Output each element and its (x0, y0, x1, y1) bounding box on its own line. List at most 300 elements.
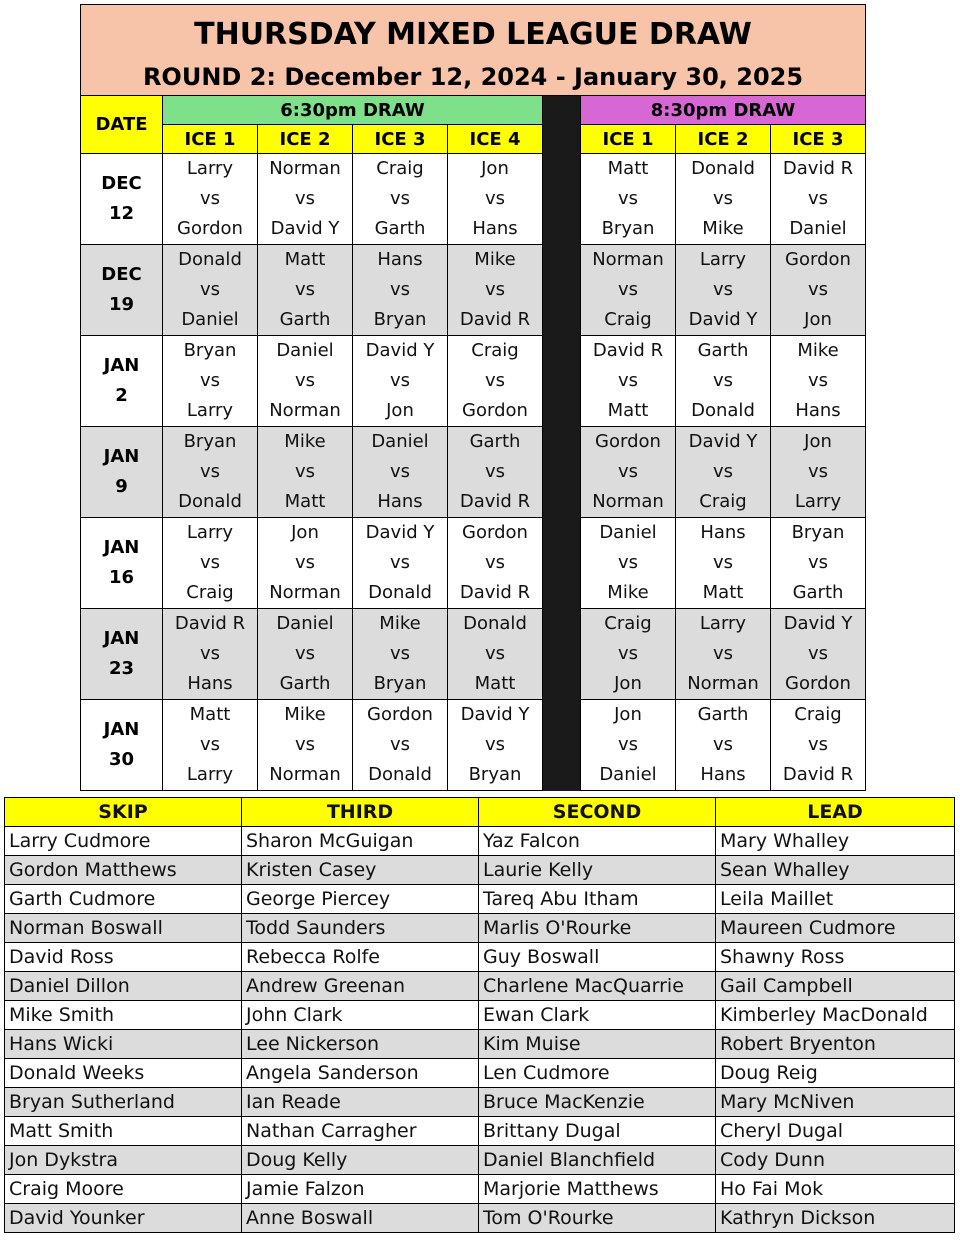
skip-name: Donald Weeks (5, 1059, 242, 1088)
draw-date-month: DEC (101, 264, 142, 285)
team-b: Norman (687, 673, 759, 694)
title-block (81, 5, 866, 96)
team-b: Matt (284, 491, 326, 512)
vs-label: vs (617, 643, 639, 664)
skip-name: Gordon Matthews (5, 856, 242, 885)
team-row (5, 972, 955, 1001)
team-b: Gordon (785, 673, 851, 694)
team-row (5, 1204, 955, 1233)
ice-header: ICE 3 (353, 125, 448, 154)
second-name: Charlene MacQuarrie (479, 972, 716, 1001)
third-name: George Piercey (242, 885, 479, 914)
vs-label: vs (712, 734, 734, 755)
team-row (5, 1117, 955, 1146)
draw-row (81, 700, 866, 791)
second-name: Brittany Dugal (479, 1117, 716, 1146)
team-b: David R (459, 491, 531, 512)
team-b: Garth (792, 582, 844, 603)
team-a: Hans (377, 249, 423, 270)
third-name: Anne Boswall (242, 1204, 479, 1233)
team-roster-table (4, 797, 955, 1233)
game-matchup (581, 609, 676, 700)
draw-date-month: JAN (103, 537, 140, 558)
vs-label: vs (389, 552, 411, 573)
draw-date (81, 609, 163, 700)
team-a: David Y (688, 431, 758, 452)
team-b: Donald (368, 582, 432, 603)
team-a: Gordon (462, 522, 528, 543)
game-matchup (163, 427, 258, 518)
team-b: Matt (607, 400, 649, 421)
third-name: Andrew Greenan (242, 972, 479, 1001)
third-name: Doug Kelly (242, 1146, 479, 1175)
vs-label: vs (294, 552, 316, 573)
team-a: Matt (607, 158, 649, 179)
team-a: Norman (269, 158, 341, 179)
team-b: Daniel (599, 764, 657, 785)
game-matchup (581, 700, 676, 791)
third-name: Rebecca Rolfe (242, 943, 479, 972)
vs-label: vs (807, 279, 829, 300)
vs-label: vs (617, 279, 639, 300)
team-row (5, 885, 955, 914)
team-b: Norman (269, 764, 341, 785)
team-b: Garth (279, 673, 331, 694)
draw-date (81, 427, 163, 518)
game-matchup (353, 336, 448, 427)
team-a: Craig (471, 340, 519, 361)
team-b: David Y (688, 309, 758, 330)
third-name: Sharon McGuigan (242, 827, 479, 856)
skip-name: Matt Smith (5, 1117, 242, 1146)
ice-header: ICE 2 (676, 125, 771, 154)
second-name: Kim Muise (479, 1030, 716, 1059)
game-matchup (676, 427, 771, 518)
team-b: Norman (592, 491, 664, 512)
team-row (5, 1030, 955, 1059)
vs-label: vs (807, 188, 829, 209)
team-a: Gordon (595, 431, 661, 452)
third-name: Angela Sanderson (242, 1059, 479, 1088)
vs-label: vs (294, 279, 316, 300)
second-name: Len Cudmore (479, 1059, 716, 1088)
game-matchup (676, 700, 771, 791)
game-matchup (771, 336, 866, 427)
team-a: Jon (291, 522, 319, 543)
second-name: Daniel Blanchfield (479, 1146, 716, 1175)
team-row (5, 1146, 955, 1175)
draw-date-day: 9 (115, 476, 128, 497)
page-subtitle: ROUND 2: December 12, 2024 - January 30, 2025 (142, 63, 804, 91)
vs-label: vs (199, 734, 221, 755)
team-b: Hans (795, 400, 841, 421)
game-matchup (581, 336, 676, 427)
team-b: Hans (377, 491, 423, 512)
third-name: Jamie Falzon (242, 1175, 479, 1204)
draw-separator (543, 154, 581, 791)
second-name: Bruce MacKenzie (479, 1088, 716, 1117)
team-a: Donald (691, 158, 755, 179)
team-a: Daniel (371, 431, 429, 452)
draw-date-day: 12 (108, 203, 135, 224)
team-b: Matt (474, 673, 516, 694)
team-a: David R (174, 613, 246, 634)
vs-label: vs (389, 734, 411, 755)
team-b: Craig (699, 491, 747, 512)
team-b: Donald (178, 491, 242, 512)
team-a: Jon (804, 431, 832, 452)
team-a: Mike (284, 704, 326, 725)
team-a: David Y (460, 704, 530, 725)
lead-name: Kathryn Dickson (716, 1204, 955, 1233)
team-b: Jon (614, 673, 642, 694)
team-a: Mike (284, 431, 326, 452)
game-matchup (258, 700, 353, 791)
game-matchup (676, 609, 771, 700)
draw-date-month: JAN (103, 446, 140, 467)
ice-header: ICE 3 (771, 125, 866, 154)
team-a: Garth (697, 340, 749, 361)
vs-label: vs (617, 461, 639, 482)
vs-label: vs (617, 188, 639, 209)
lead-name: Cody Dunn (716, 1146, 955, 1175)
draw-separator (543, 96, 581, 154)
vs-label: vs (389, 188, 411, 209)
vs-label: vs (389, 643, 411, 664)
vs-label: vs (617, 370, 639, 391)
date-column-header: DATE (81, 96, 163, 154)
lead-name: Robert Bryenton (716, 1030, 955, 1059)
vs-label: vs (199, 461, 221, 482)
draw-row (81, 609, 866, 700)
vs-label: vs (712, 552, 734, 573)
lead-name: Leila Maillet (716, 885, 955, 914)
team-b: Garth (374, 218, 426, 239)
game-matchup (676, 245, 771, 336)
team-a: Craig (604, 613, 652, 634)
team-b: Bryan (373, 309, 427, 330)
draw-schedule-table (80, 4, 866, 791)
draw-date-month: DEC (101, 173, 142, 194)
team-b: David R (782, 764, 854, 785)
vs-label: vs (484, 370, 506, 391)
skip-name: David Younker (5, 1204, 242, 1233)
game-matchup (353, 427, 448, 518)
team-a: Daniel (276, 340, 334, 361)
team-b: Norman (269, 400, 341, 421)
second-name: Ewan Clark (479, 1001, 716, 1030)
game-matchup (163, 609, 258, 700)
skip-name: Craig Moore (5, 1175, 242, 1204)
vs-label: vs (294, 188, 316, 209)
game-matchup (448, 154, 543, 245)
draw-date-day: 23 (108, 658, 135, 679)
game-matchup (581, 427, 676, 518)
second-name: Guy Boswall (479, 943, 716, 972)
lead-column-header: LEAD (716, 798, 955, 827)
third-name: Lee Nickerson (242, 1030, 479, 1059)
third-column-header: THIRD (242, 798, 479, 827)
vs-label: vs (294, 643, 316, 664)
team-b: David R (459, 309, 531, 330)
game-matchup (163, 700, 258, 791)
team-b: Mike (607, 582, 649, 603)
team-b: Gordon (462, 400, 528, 421)
vs-label: vs (294, 370, 316, 391)
team-a: Jon (481, 158, 509, 179)
vs-label: vs (294, 734, 316, 755)
game-matchup (771, 245, 866, 336)
game-matchup (163, 154, 258, 245)
lead-name: Mary McNiven (716, 1088, 955, 1117)
draw-date-month: JAN (103, 628, 140, 649)
team-row (5, 1059, 955, 1088)
game-matchup (258, 154, 353, 245)
vs-label: vs (294, 461, 316, 482)
lead-name: Shawny Ross (716, 943, 955, 972)
skip-name: Jon Dykstra (5, 1146, 242, 1175)
team-a: David R (592, 340, 664, 361)
game-matchup (258, 427, 353, 518)
team-row (5, 943, 955, 972)
skip-name: Hans Wicki (5, 1030, 242, 1059)
late-draw-header: 8:30pm DRAW (581, 96, 866, 125)
team-row (5, 1001, 955, 1030)
team-a: Daniel (599, 522, 657, 543)
team-b: Bryan (373, 673, 427, 694)
team-b: David Y (270, 218, 340, 239)
lead-name: Doug Reig (716, 1059, 955, 1088)
game-matchup (448, 245, 543, 336)
draw-date-month: JAN (103, 355, 140, 376)
team-a: Gordon (367, 704, 433, 725)
page-title: THURSDAY MIXED LEAGUE DRAW (194, 17, 752, 52)
skip-name: Bryan Sutherland (5, 1088, 242, 1117)
vs-label: vs (199, 188, 221, 209)
team-b: Larry (794, 491, 842, 512)
game-matchup (448, 518, 543, 609)
game-matchup (353, 154, 448, 245)
vs-label: vs (807, 461, 829, 482)
lead-name: Cheryl Dugal (716, 1117, 955, 1146)
vs-label: vs (389, 461, 411, 482)
team-a: Craig (794, 704, 842, 725)
draw-date (81, 518, 163, 609)
lead-name: Gail Campbell (716, 972, 955, 1001)
vs-label: vs (199, 370, 221, 391)
team-b: Larry (186, 764, 234, 785)
game-matchup (353, 609, 448, 700)
game-matchup (353, 245, 448, 336)
draw-date-month: JAN (103, 719, 140, 740)
third-name: Ian Reade (242, 1088, 479, 1117)
vs-label: vs (484, 734, 506, 755)
draw-row (81, 154, 866, 245)
game-matchup (258, 245, 353, 336)
team-a: David R (782, 158, 854, 179)
game-matchup (448, 609, 543, 700)
team-a: Garth (469, 431, 521, 452)
lead-name: Ho Fai Mok (716, 1175, 955, 1204)
team-b: Hans (700, 764, 746, 785)
vs-label: vs (617, 734, 639, 755)
draw-date-day: 16 (108, 567, 135, 588)
team-a: Hans (700, 522, 746, 543)
team-row (5, 827, 955, 856)
draw-date-day: 30 (108, 749, 135, 770)
team-b: Larry (186, 400, 234, 421)
vs-label: vs (617, 552, 639, 573)
team-a: Bryan (791, 522, 845, 543)
skip-name: Daniel Dillon (5, 972, 242, 1001)
team-b: Hans (472, 218, 518, 239)
team-b: Hans (187, 673, 233, 694)
team-b: Craig (604, 309, 652, 330)
team-a: David Y (365, 522, 435, 543)
game-matchup (771, 427, 866, 518)
ice-header: ICE 2 (258, 125, 353, 154)
skip-name: David Ross (5, 943, 242, 972)
lead-name: Kimberley MacDonald (716, 1001, 955, 1030)
team-b: Donald (368, 764, 432, 785)
vs-label: vs (807, 734, 829, 755)
team-a: Larry (699, 613, 747, 634)
team-a: Donald (463, 613, 527, 634)
game-matchup (258, 336, 353, 427)
team-a: Donald (178, 249, 242, 270)
team-a: Craig (376, 158, 424, 179)
vs-label: vs (484, 643, 506, 664)
second-name: Yaz Falcon (479, 827, 716, 856)
team-b: Daniel (181, 309, 239, 330)
third-name: Nathan Carragher (242, 1117, 479, 1146)
team-b: Norman (269, 582, 341, 603)
team-a: Norman (592, 249, 664, 270)
game-matchup (676, 518, 771, 609)
game-matchup (581, 518, 676, 609)
draw-row (81, 245, 866, 336)
game-matchup (163, 245, 258, 336)
third-name: Todd Saunders (242, 914, 479, 943)
team-a: Matt (284, 249, 326, 270)
team-b: Bryan (601, 218, 655, 239)
game-matchup (448, 700, 543, 791)
second-name: Laurie Kelly (479, 856, 716, 885)
team-a: David Y (783, 613, 853, 634)
skip-name: Garth Cudmore (5, 885, 242, 914)
vs-label: vs (712, 643, 734, 664)
team-row (5, 1088, 955, 1117)
game-matchup (771, 700, 866, 791)
draw-date (81, 336, 163, 427)
team-b: Matt (702, 582, 744, 603)
game-matchup (581, 245, 676, 336)
team-a: Larry (186, 522, 234, 543)
team-a: Jon (614, 704, 642, 725)
third-name: John Clark (242, 1001, 479, 1030)
game-matchup (676, 336, 771, 427)
vs-label: vs (199, 643, 221, 664)
team-a: Larry (186, 158, 234, 179)
third-name: Kristen Casey (242, 856, 479, 885)
vs-label: vs (389, 279, 411, 300)
team-a: Matt (189, 704, 231, 725)
second-name: Tom O'Rourke (479, 1204, 716, 1233)
skip-name: Norman Boswall (5, 914, 242, 943)
draw-row (81, 518, 866, 609)
second-column-header: SECOND (479, 798, 716, 827)
game-matchup (163, 336, 258, 427)
skip-name: Larry Cudmore (5, 827, 242, 856)
team-row (5, 914, 955, 943)
draw-date (81, 700, 163, 791)
draw-date (81, 245, 163, 336)
team-row (5, 856, 955, 885)
team-a: Mike (797, 340, 839, 361)
lead-name: Mary Whalley (716, 827, 955, 856)
vs-label: vs (807, 370, 829, 391)
team-b: Garth (279, 309, 331, 330)
vs-label: vs (712, 370, 734, 391)
draw-row (81, 427, 866, 518)
vs-label: vs (807, 552, 829, 573)
draw-date-day: 2 (115, 385, 128, 406)
team-b: Mike (702, 218, 744, 239)
ice-header: ICE 1 (163, 125, 258, 154)
vs-label: vs (389, 370, 411, 391)
team-b: Gordon (177, 218, 243, 239)
game-matchup (353, 518, 448, 609)
team-a: Mike (379, 613, 421, 634)
draw-date (81, 154, 163, 245)
draw-row (81, 336, 866, 427)
early-draw-header: 6:30pm DRAW (163, 96, 543, 125)
vs-label: vs (484, 461, 506, 482)
game-matchup (771, 518, 866, 609)
team-a: Bryan (183, 340, 237, 361)
team-b: Donald (691, 400, 755, 421)
vs-label: vs (199, 552, 221, 573)
game-matchup (676, 154, 771, 245)
game-matchup (258, 609, 353, 700)
second-name: Marjorie Matthews (479, 1175, 716, 1204)
lead-name: Maureen Cudmore (716, 914, 955, 943)
game-matchup (448, 427, 543, 518)
team-row (5, 1175, 955, 1204)
game-matchup (581, 154, 676, 245)
game-matchup (448, 336, 543, 427)
game-matchup (353, 700, 448, 791)
vs-label: vs (712, 279, 734, 300)
second-name: Tareq Abu Itham (479, 885, 716, 914)
team-b: Jon (386, 400, 414, 421)
team-a: Gordon (785, 249, 851, 270)
team-b: Jon (804, 309, 832, 330)
team-a: Daniel (276, 613, 334, 634)
team-a: Bryan (183, 431, 237, 452)
vs-label: vs (199, 279, 221, 300)
draw-date-day: 19 (108, 294, 135, 315)
vs-label: vs (484, 552, 506, 573)
ice-header: ICE 1 (581, 125, 676, 154)
vs-label: vs (712, 188, 734, 209)
team-a: Larry (699, 249, 747, 270)
skip-name: Mike Smith (5, 1001, 242, 1030)
skip-column-header: SKIP (5, 798, 242, 827)
team-b: Craig (186, 582, 234, 603)
game-matchup (771, 609, 866, 700)
lead-name: Sean Whalley (716, 856, 955, 885)
